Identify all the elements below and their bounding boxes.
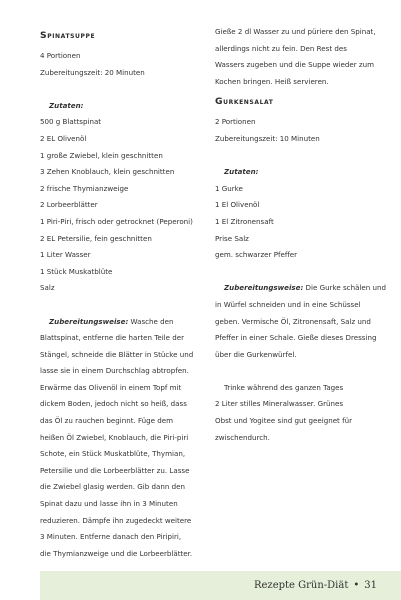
ingredient-list [40, 114, 200, 297]
prep-time: Zubereitungszeit: 10 Minuten [215, 133, 320, 143]
method-line: heißen Öl Zwiebel, Knoblauch, die Piri-piri [40, 432, 189, 442]
ingredient-item: 2 Lorbeerblätter [40, 200, 98, 210]
footer-bullet-icon: • [353, 580, 360, 591]
tip-line: zwischendurch. [215, 432, 270, 442]
continuation-line: Kochen bringen. Heiß servieren. [215, 76, 329, 86]
tip-line: Trinke während des ganzen Tages [224, 382, 344, 392]
recipe-title: Gurkensalat [215, 96, 274, 108]
method-line: Petersilie und die Lorbeerblätter zu. Lasse [40, 465, 190, 475]
ingredient-item: 1 El Olivenöl [215, 200, 260, 210]
method-line: in Würfel schneiden und in eine Schüssel [215, 299, 361, 309]
method-line: das Öl zu rauchen beginnt. Füge dem [40, 416, 174, 426]
ingredient-item: 1 Piri-Piri, frisch oder getrocknet (Peperoni) [40, 216, 193, 226]
prep-time: Zubereitungszeit: 20 Minuten [40, 67, 145, 77]
method-line: dickem Boden, jedoch nicht so heiß, dass [40, 399, 187, 409]
ingredient-item: 1 große Zwiebel, klein geschnitten [40, 150, 163, 160]
ingredient-item: 2 EL Olivenöl [40, 133, 87, 143]
ingredient-item: 3 Zehen Knoblauch, klein geschnitten [40, 167, 175, 177]
continuation-line: Gieße 2 dl Wasser zu und püriere den Spinat, [215, 27, 376, 36]
ingredient-item: Salz [40, 283, 55, 293]
method-line: reduzieren. Dämpfe ihn zugedeckt weitere [40, 515, 192, 525]
tip-line: Obst und Yogitee sind gut geeignet für [215, 416, 353, 426]
portions: 4 Portionen [40, 51, 81, 60]
ingredient-item: 2 frische Thymianzweige [40, 183, 129, 193]
portions: 2 Portionen [215, 117, 256, 127]
ingredient-list [215, 181, 385, 264]
ingredient-item: 2 EL Petersilie, fein geschnitten [40, 233, 152, 243]
method-line: lasse sie in einem Durchschlag abtropfen. [40, 366, 189, 376]
method-label: Zubereitungsweise: [49, 316, 129, 326]
method-text [40, 314, 200, 563]
ingredient-item: Prise Salz [215, 233, 249, 243]
method-line: 3 Minuten. Entferne danach den Piripiri, [40, 532, 182, 542]
ingredient-item: 1 Liter Wasser [40, 250, 91, 260]
method-text [215, 280, 385, 363]
ingredients-label: Zutaten: [224, 167, 259, 177]
method-line: die Zwiebel glasig werden. Gib dann den [40, 482, 185, 492]
ingredient-item: 1 Gurke [215, 183, 243, 193]
method-line: Erwärme das Olivenöl in einem Topf mit [40, 382, 182, 392]
ingredients-label: Zutaten: [49, 100, 84, 110]
method-label: Zubereitungsweise: [224, 283, 304, 293]
continuation-line: Wassers zugeben und die Suppe wieder zum [215, 60, 375, 70]
method-line: Spinat dazu und lasse ihn in 3 Minuten [40, 499, 178, 509]
ingredient-item: 500 g Blattspinat [40, 117, 102, 127]
method-line-text: Die Gurke schälen und [303, 283, 387, 293]
recipe-spinatsuppe [40, 24, 200, 562]
continuation-line: allerdings nicht zu fein. Den Rest des [215, 43, 347, 53]
recipe-title: Spinatsuppe [40, 30, 96, 41]
recipe-gurkensalat-column [215, 24, 385, 446]
method-line: geben. Vermische Öl, Zitronensaft, Salz und [215, 316, 371, 326]
method-line: Blattspinat, entferne die harten Teile der [40, 333, 185, 343]
method-line: Stängel, schneide die Blätter in Stücke und [40, 349, 194, 359]
ingredient-item: 1 El Zitronensaft [215, 216, 274, 226]
page-number: 31 [364, 580, 377, 591]
method-line: Schote, ein Stück Muskatblüte, Thymian, [40, 449, 186, 459]
method-line-text: Wasche den [128, 316, 174, 326]
tip-text [215, 380, 385, 446]
method-line: die Thymianzweige und die Lorbeerblätter. [40, 548, 193, 558]
ingredient-item: 1 Stück Muskatblüte [40, 266, 113, 276]
ingredient-item: gem. schwarzer Pfeffer [215, 250, 298, 260]
method-line: über die Gurkenwürfel. [215, 349, 297, 359]
continuation-text [215, 24, 385, 90]
page-footer [40, 571, 401, 600]
method-line [215, 280, 385, 297]
footer-title: Rezepte Grün-Diät [253, 580, 349, 591]
method-line: Pfeffer in einer Schale. Gieße dieses Dressing [215, 333, 377, 343]
footer-text [254, 571, 377, 600]
tip-line: 2 Liter stilles Mineralwasser. Grünes [215, 399, 344, 409]
method-line [40, 314, 200, 331]
